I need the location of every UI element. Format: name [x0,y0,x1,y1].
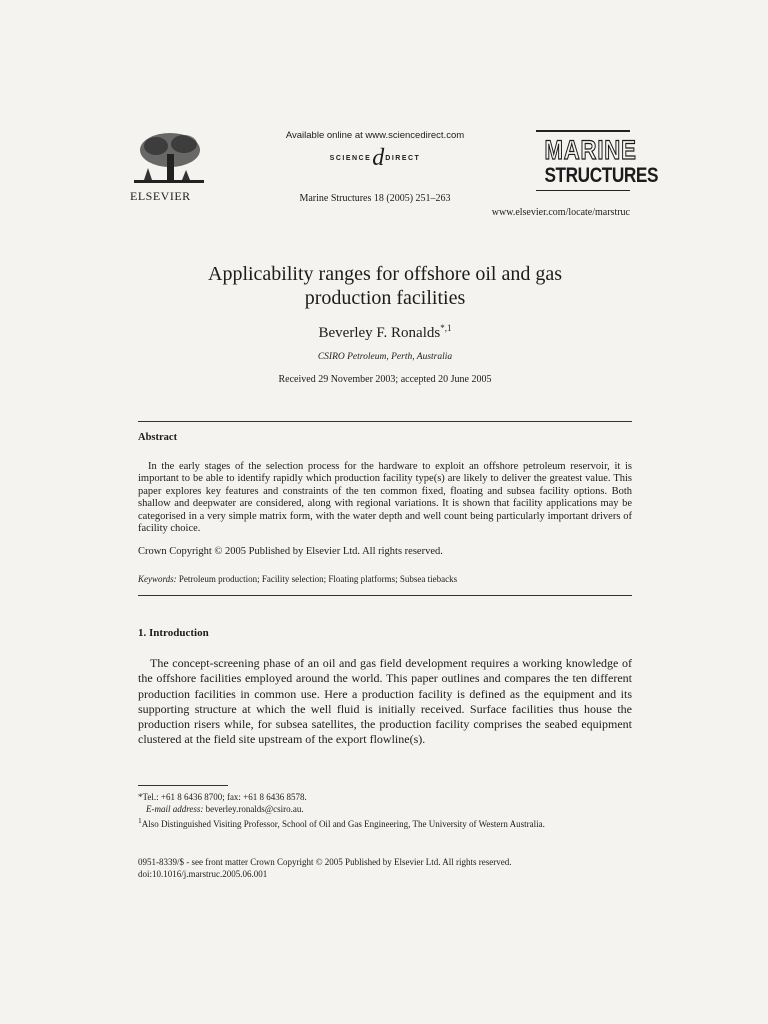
journal-brand [536,130,659,194]
abstract-bottom-rule [138,595,632,596]
keywords [138,574,632,584]
article-title [140,262,630,310]
sciencedirect-left-word: SCIENCE [329,154,372,162]
publisher-name: ELSEVIER [130,189,191,203]
footnote-contact [138,792,632,815]
abstract-heading: Abstract [138,432,178,443]
journal-url[interactable]: www.elsevier.com/locate/marstruc [491,207,630,218]
author-footnote-mark[interactable]: *,1 [440,323,452,333]
introduction-text: The concept-screening phase of an oil and gas field development requires a working knowledge of the offshore facilities employed around the world. This paper outlines and compares the ten different production facilities in common use. Here a production facility is defined as the equipment and its supporting structure at which the well fluid is initially received. Surface facilities thus house the production risers while, for subsea satellites, the production facility comprises the seabed equipment clustered at the field site upstream of the export flowline(s). [138,656,632,747]
sciencedirect-logo [250,145,500,171]
footnote-1 [138,815,632,831]
abstract-top-rule [138,421,632,422]
footnote-email-line [138,804,632,816]
footer-doi[interactable]: doi:10.1016/j.marstruc.2005.06.001 [138,869,268,879]
keywords-list: Petroleum production; Facility selection; Floating platforms; Subsea tiebacks [178,574,458,584]
publisher-logo [130,130,210,204]
footer-copyright: 0951-8339/$ - see front matter Crown Copyright © 2005 Published by Elsevier Ltd. All rights reserved. [138,857,512,867]
received-dates: Received 29 November 2003; accepted 20 June 2005 [278,374,492,385]
author [140,323,630,342]
affiliation: CSIRO Petroleum, Perth, Australia [317,352,453,362]
footnote-1-mark: 1 [138,816,142,825]
footnote-1-text: Also Distinguished Visiting Professor, School of Oil and Gas Engineering, The University of Western Australia. [141,819,545,829]
title-line-2: production facilities [304,287,466,309]
footnote-tel: *Tel.: +61 8 6436 8700; fax: +61 8 6436 8578. [138,792,307,802]
brand-title-top: MARINE [544,135,637,165]
header-center [250,130,500,204]
abstract-text: In the early stages of the selection process for the hardware to exploit an offshore petroleum reservoir, it is important to be able to identify rapidly which production facility type(s) are likely to deliver the greatest value. This paper explores key features and constraints of the ten common fixed, floating and subsea facility options. Both shallow and deepwater are considered, along with regional variations. It is shown that facility applications may be categorised in a very simple matrix form, with the water depth and well count being particularly important drivers of facility choice. [138,461,632,535]
footnote-rule [138,785,228,786]
journal-reference: Marine Structures 18 (2005) 251–263 [299,193,451,204]
footnote-email[interactable]: beverley.ronalds@csiro.au. [205,803,304,814]
brand-rule-top [536,130,630,132]
footnote-email-label: E-mail address: [146,803,204,814]
elsevier-tree-icon [130,130,208,188]
sciencedirect-right-word: DIRECT [385,154,421,162]
introduction-heading: 1. Introduction [138,627,209,639]
author-name: Beverley F. Ronalds [318,325,441,341]
brand-title-bottom: STRUCTURES [544,164,659,187]
keywords-label: Keywords: [138,574,177,584]
brand-rule-bottom [536,190,630,191]
available-online-text: Available online at www.sciencedirect.com [285,130,465,141]
abstract-copyright: Crown Copyright © 2005 Published by Elsevier Ltd. All rights reserved. [138,546,443,557]
title-line-1: Applicability ranges for offshore oil and gas [208,263,562,285]
sciencedirect-at-icon: d [372,145,385,171]
